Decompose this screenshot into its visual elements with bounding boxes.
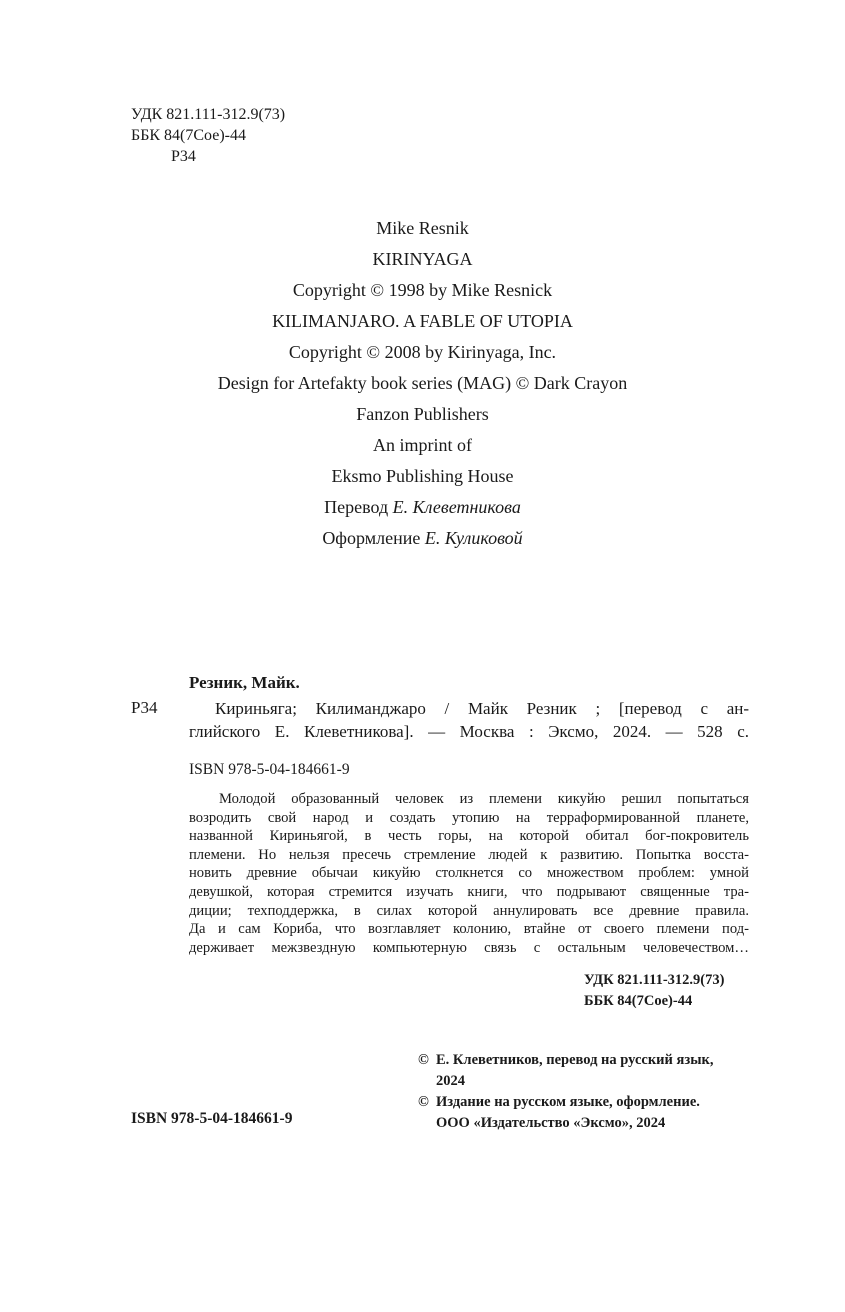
imprint-label: An imprint of bbox=[373, 435, 472, 455]
annotation bbox=[189, 790, 749, 957]
record-author-mark: Р34 bbox=[131, 698, 158, 717]
original-title-1: KIRINYAGA bbox=[372, 249, 473, 269]
copyright-notice-edition bbox=[418, 1092, 758, 1134]
copyright-line: ООО «Издательство «Эксмо», 2024 bbox=[436, 1115, 666, 1131]
annotation-line: диции; техподдержка, в силах которой аннулировать все древние правила. bbox=[189, 902, 749, 919]
isbn-bold: ISBN 978-5-04-184661-9 bbox=[131, 1110, 293, 1127]
bbk-code: ББК 84(7Сое)-44 bbox=[131, 127, 246, 144]
bbk-code-bottom: ББК 84(7Сое)-44 bbox=[584, 993, 693, 1009]
classification-block-top bbox=[131, 104, 285, 167]
copyright-line: 2024 bbox=[436, 1073, 465, 1089]
record-isbn: ISBN 978-5-04-184661-9 bbox=[189, 761, 350, 778]
original-title-2: KILIMANJARO. A FABLE OF UTOPIA bbox=[272, 311, 573, 331]
translation-label: Перевод bbox=[324, 497, 389, 517]
copyright-line: Издание на русском языке, оформление. bbox=[436, 1094, 700, 1110]
original-author: Mike Resnik bbox=[376, 218, 469, 238]
record-author: Резник, Майк. bbox=[189, 673, 300, 692]
author-mark: Р34 bbox=[171, 148, 196, 165]
publishing-house: Eksmo Publishing House bbox=[331, 466, 514, 486]
copyright-symbol: © bbox=[418, 1052, 429, 1068]
copyright-1: Copyright © 1998 by Mike Resnick bbox=[292, 280, 553, 300]
credits-block bbox=[0, 215, 845, 556]
annotation-line: девушкой, которая стремится изучать книги, что подрывают священные тра- bbox=[189, 883, 749, 900]
annotation-line: племени. Но нельзя пресечь стремление людей к развитию. Попытка восста- bbox=[189, 846, 749, 863]
udk-code-bottom: УДК 821.111-312.9(73) bbox=[584, 972, 725, 988]
classification-block-bottom bbox=[584, 970, 724, 1012]
udk-code: УДК 821.111-312.9(73) bbox=[131, 106, 286, 123]
record-title-line: глийского Е. Клеветникова]. — Москва : Эксмо, 2024. — 528 с. bbox=[189, 722, 749, 741]
copyright-symbol: © bbox=[418, 1094, 429, 1110]
record-title-line: Кириньяга; Килиманджаро / Майк Резник ; [перевод с ан- bbox=[215, 699, 749, 718]
annotation-line: новить древние обычаи кикуйю столкнется со множеством проблем: умной bbox=[189, 865, 749, 882]
copyright-notice-translation bbox=[418, 1050, 758, 1092]
design-credit-ru bbox=[0, 525, 845, 556]
copyright-line: Е. Клеветников, перевод на русский язык, bbox=[436, 1052, 714, 1068]
copyright-notices bbox=[418, 1050, 758, 1134]
annotation-line: названной Кириньягой, в честь горы, на которой обитал бог-покровитель bbox=[189, 828, 749, 845]
publisher: Fanzon Publishers bbox=[356, 404, 489, 424]
design-label: Оформление bbox=[322, 528, 421, 548]
design-credit: Design for Artefakty book series (MAG) © Dark Crayon bbox=[217, 373, 628, 393]
annotation-line: возродить свой народ и создать утопию на терраформированной планете, bbox=[189, 809, 749, 826]
designer-name: Е. Куликовой bbox=[424, 528, 523, 548]
record-title bbox=[189, 697, 749, 743]
annotation-line: Да и сам Кориба, что возглавляет колонию, втайне от своего племени под- bbox=[189, 921, 749, 938]
annotation-line: Молодой образованный человек из племени кикуйю решил попытаться bbox=[219, 791, 749, 807]
annotation-line: держивает межзвездную компьютерную связь с остальным человечеством… bbox=[189, 939, 749, 956]
copyright-2: Copyright © 2008 by Kirinyaga, Inc. bbox=[288, 342, 557, 362]
translator-name: Е. Клеветникова bbox=[392, 497, 521, 517]
translation-credit bbox=[0, 494, 845, 525]
